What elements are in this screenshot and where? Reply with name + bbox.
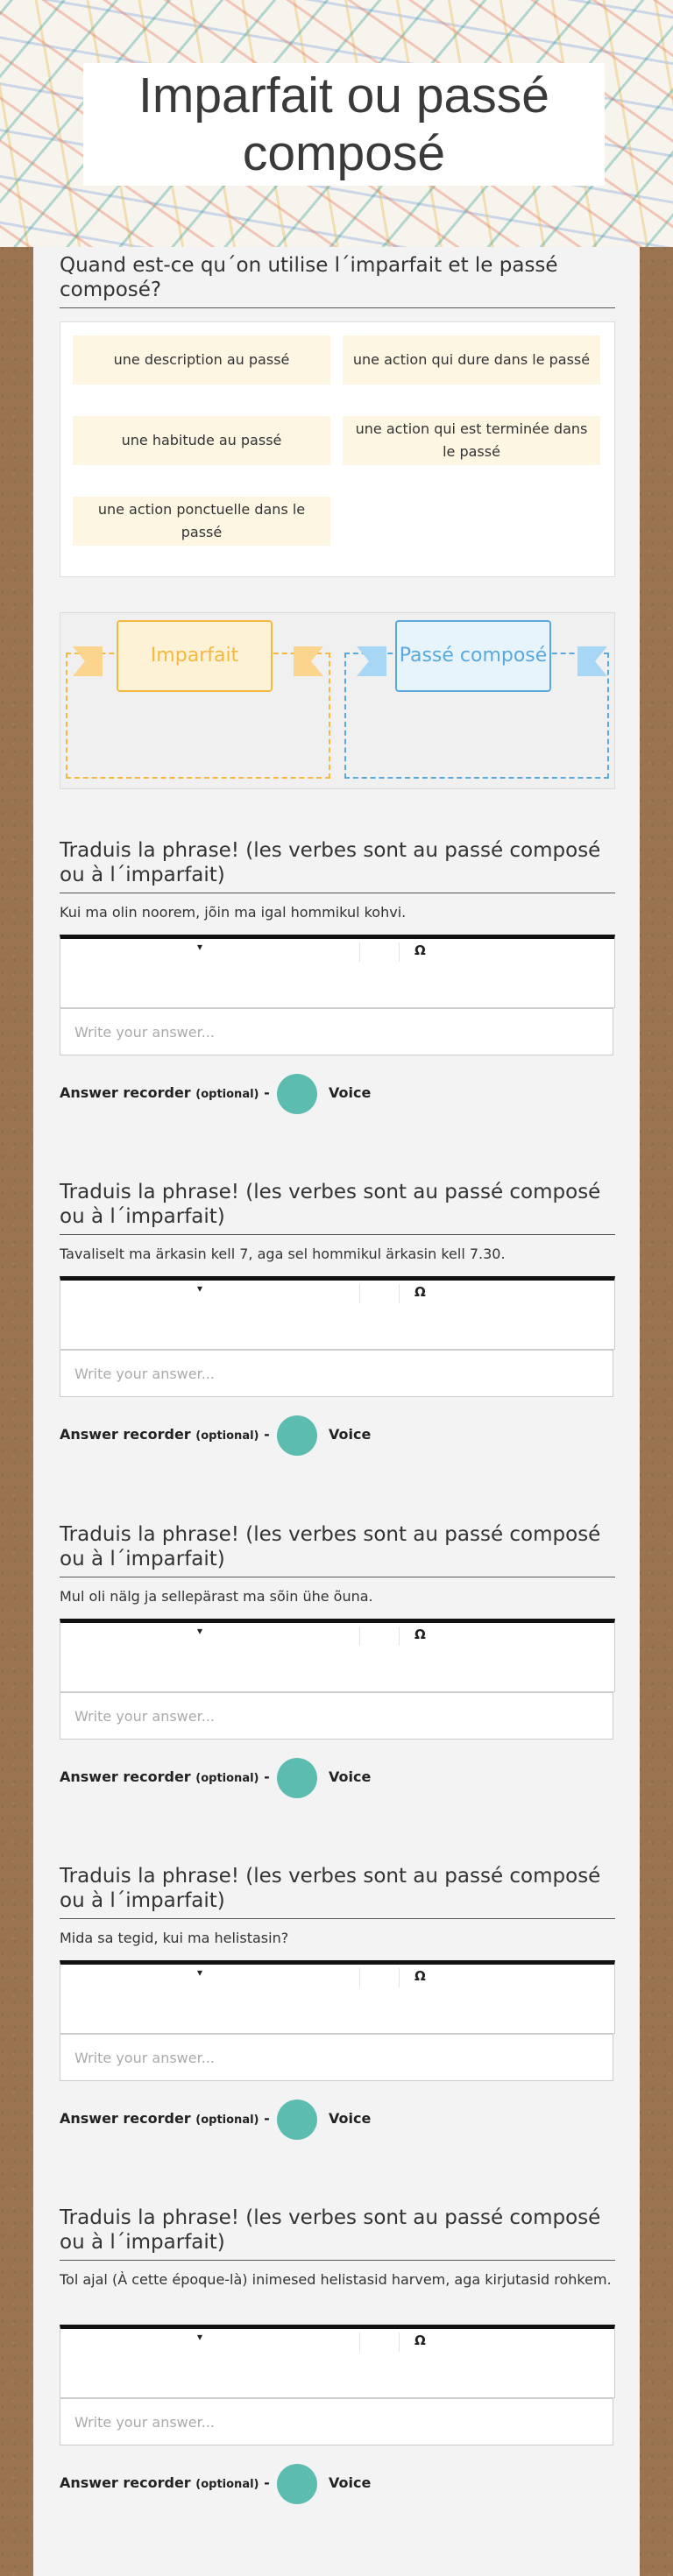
question-prompt: Tavaliselt ma ärkasin kell 7, aga sel hommikul ärkasin kell 7.30. xyxy=(60,1246,506,1262)
rich-text-editor[interactable] xyxy=(60,1276,615,1350)
rich-text-editor[interactable] xyxy=(60,935,615,1008)
rich-text-editor[interactable] xyxy=(60,2325,615,2398)
title-box xyxy=(83,63,605,186)
header-banner xyxy=(0,0,673,247)
rich-text-editor[interactable] xyxy=(60,1619,615,1692)
dropdown-caret-icon[interactable]: ▾ xyxy=(197,2331,203,2343)
editor-toolbar xyxy=(60,939,614,965)
imparfait-banner: Imparfait xyxy=(117,620,273,692)
sort-chip[interactable]: une action ponctuelle dans le passé xyxy=(73,497,330,546)
voice-label: Voice xyxy=(329,1084,372,1101)
editor-toolbar xyxy=(60,1623,614,1649)
sorting-items-box xyxy=(60,321,615,577)
sorting-title: Quand est-ce qu´on utilise l´imparfait et le passé composé? xyxy=(60,253,615,308)
sort-chip[interactable]: une action qui est terminée dans le passé xyxy=(343,416,600,465)
toolbar-divider xyxy=(359,1968,360,1987)
recorder-label: Answer recorder (optional) - xyxy=(60,1084,270,1101)
editor-toolbar xyxy=(60,1965,614,1991)
rich-text-editor[interactable] xyxy=(60,1960,615,2034)
toolbar-divider xyxy=(359,1627,360,1646)
recorder-label: Answer recorder (optional) - xyxy=(60,2474,270,2491)
recorder-label: Answer recorder (optional) - xyxy=(60,1426,270,1443)
question-prompt: Tol ajal (À cette époque-là) inimesed helistasid harvem, aga kirjutasid rohkem. xyxy=(60,2271,612,2288)
answer-input[interactable] xyxy=(60,1350,613,1397)
page-title: Imparfait ou passé composé xyxy=(138,67,549,181)
special-characters-icon[interactable]: Ω xyxy=(414,1284,426,1300)
voice-label: Voice xyxy=(329,1768,372,1785)
special-characters-icon[interactable]: Ω xyxy=(414,1627,426,1642)
dropdown-caret-icon[interactable]: ▾ xyxy=(197,1966,203,1979)
question-prompt: Mul oli nälg ja sellepärast ma sõin ühe õuna. xyxy=(60,1588,373,1605)
dropdown-caret-icon[interactable]: ▾ xyxy=(197,1282,203,1295)
question-title: Traduis la phrase! (les verbes sont au passé composé ou à l´imparfait) xyxy=(60,1522,615,1577)
voice-label: Voice xyxy=(329,2110,372,2127)
toolbar-divider xyxy=(359,942,360,962)
sort-chip[interactable]: une habitude au passé xyxy=(73,416,330,465)
question-title: Traduis la phrase! (les verbes sont au passé composé ou à l´imparfait) xyxy=(60,838,615,893)
question-title: Traduis la phrase! (les verbes sont au passé composé ou à l´imparfait) xyxy=(60,2205,615,2261)
answer-input[interactable] xyxy=(60,2398,613,2445)
toolbar-divider xyxy=(359,2333,360,2352)
special-characters-icon[interactable]: Ω xyxy=(414,942,426,958)
record-button[interactable] xyxy=(277,1758,317,1798)
editor-toolbar xyxy=(60,1281,614,1307)
question-title: Traduis la phrase! (les verbes sont au passé composé ou à l´imparfait) xyxy=(60,1864,615,1919)
editor-toolbar xyxy=(60,2329,614,2355)
voice-label: Voice xyxy=(329,1426,372,1443)
answer-input[interactable] xyxy=(60,1692,613,1740)
recorder-label: Answer recorder (optional) - xyxy=(60,1768,270,1785)
special-characters-icon[interactable]: Ω xyxy=(414,2333,426,2348)
voice-label: Voice xyxy=(329,2474,372,2491)
question-prompt: Mida sa tegid, kui ma helistasin? xyxy=(60,1930,289,1946)
answer-recorder xyxy=(60,2464,410,2504)
passe-compose-banner: Passé composé xyxy=(395,620,551,692)
answer-input[interactable] xyxy=(60,2034,613,2081)
dropdown-caret-icon[interactable]: ▾ xyxy=(197,941,203,953)
question-prompt: Kui ma olin noorem, jõin ma igal hommikul kohvi. xyxy=(60,904,407,921)
record-button[interactable] xyxy=(277,2100,317,2140)
dropdown-caret-icon[interactable]: ▾ xyxy=(197,1625,203,1637)
special-characters-icon[interactable]: Ω xyxy=(414,1968,426,1984)
recorder-label: Answer recorder (optional) - xyxy=(60,2110,270,2127)
category-drop-area xyxy=(60,612,615,789)
sort-chip[interactable]: une description au passé xyxy=(73,335,330,385)
toolbar-divider xyxy=(399,1284,400,1303)
answer-recorder xyxy=(60,1415,410,1456)
record-button[interactable] xyxy=(277,1074,317,1114)
answer-recorder xyxy=(60,2100,410,2140)
content-panel xyxy=(33,247,640,2576)
toolbar-divider xyxy=(399,1968,400,1987)
record-button[interactable] xyxy=(277,1415,317,1456)
toolbar-divider xyxy=(399,2333,400,2352)
answer-input[interactable] xyxy=(60,1008,613,1055)
record-button[interactable] xyxy=(277,2464,317,2504)
answer-recorder xyxy=(60,1074,410,1114)
sort-chip[interactable]: une action qui dure dans le passé xyxy=(343,335,600,385)
toolbar-divider xyxy=(399,942,400,962)
toolbar-divider xyxy=(399,1627,400,1646)
question-title: Traduis la phrase! (les verbes sont au passé composé ou à l´imparfait) xyxy=(60,1180,615,1235)
toolbar-divider xyxy=(359,1284,360,1303)
answer-recorder xyxy=(60,1758,410,1798)
